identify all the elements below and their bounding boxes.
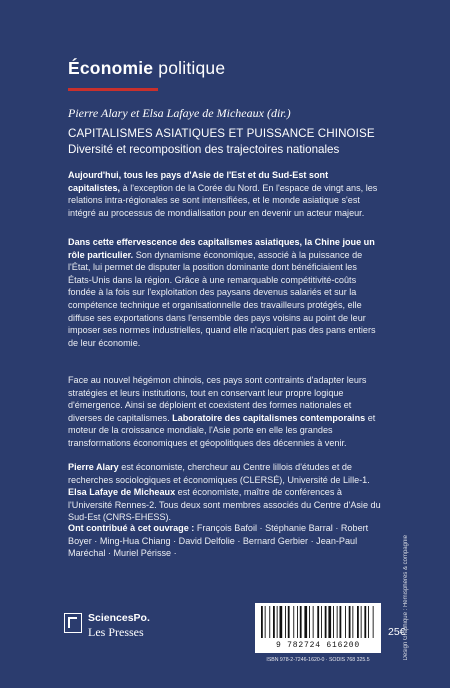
blurb-p1-text: à l'exception de la Corée du Nord. En l'espace de vingt ans, les relations intra-régionales se sont intensifiées, et le monde asiatique s'est intégré au processus de mondialisation pour en devenir un acteur majeur. <box>68 182 378 218</box>
series-accent-rule <box>68 88 158 91</box>
barcode-bar <box>364 606 366 638</box>
barcode-bar <box>325 606 327 638</box>
barcode-bar <box>269 606 270 638</box>
barcode-bar <box>352 606 353 638</box>
series-name-rest: politique <box>153 58 226 78</box>
barcode-bar <box>328 606 331 638</box>
barcode-bar <box>261 606 263 638</box>
barcode-bar <box>280 606 283 638</box>
bio-name-2: Elsa Lafaye de Micheaux <box>68 487 176 498</box>
barcode-bar <box>317 606 319 638</box>
bio-text-1: est économiste, chercheur au Centre lillois d'études et de recherches sociologiques et économiques (CLERSÉ), Université de Lille-1. <box>68 462 370 485</box>
blurb-paragraph-2 <box>68 236 382 349</box>
barcode-bar <box>288 606 290 638</box>
barcode-bar <box>357 606 359 638</box>
publisher-emblem-icon <box>64 613 82 633</box>
barcode-bar <box>349 606 351 638</box>
barcode-bar <box>285 606 286 638</box>
book-title: CAPITALISMES ASIATIQUES ET PUISSANCE CHINOISE <box>68 127 375 140</box>
publisher-press: Les Presses <box>88 625 144 639</box>
series-title <box>68 58 225 79</box>
barcode-bar <box>340 606 342 638</box>
barcode-bar <box>337 606 338 638</box>
author-bios <box>68 461 382 524</box>
barcode-bar <box>313 606 314 638</box>
contributors-names: François Bafoil · Stéphanie Barral · Robert Boyer · Ming-Hua Chiang · David Delfolie · Bernard Gerbier · Jean-Paul Maréchal · Muriel Périsse · <box>68 523 369 559</box>
price: 25€ <box>388 626 406 638</box>
contributors <box>68 522 382 560</box>
blurb-p2-text: Son dynamisme économique, associé à la puissance de l'État, lui permet de disputer la position dominante dont bénéficiaient les États-Unis dans la région. Grâce à une remarquable compétitivité-coûts fondée à la fois sur l'exploitation des paysans devenus salariés et sur la compétence technique et organisationnelle des travailleurs protégés, elle diffuse ses exportations dans l'ensemble des pays voisins au point de leur imposer ses normes industrielles, quand elle n'acquiert pas des pans entiers de leur économie. <box>68 249 376 348</box>
barcode-bar <box>273 606 275 638</box>
publisher-name: SciencesPo. <box>88 612 150 624</box>
publisher-logo <box>64 612 148 646</box>
barcode-bar <box>309 606 310 638</box>
barcode-digits: 9 782724 616200 <box>275 641 360 650</box>
barcode-bars-icon <box>259 606 377 640</box>
blurb-paragraph-1 <box>68 169 382 219</box>
blurb-p2-bold: Dans cette effervescence des capitalismes asiatiques, la Chine joue un rôle particulier. <box>68 237 375 260</box>
blurb-p3-bold: Laboratoire des capitalismes contemporains <box>172 412 366 423</box>
barcode-bar <box>373 606 374 638</box>
book-authors: Pierre Alary et Elsa Lafaye de Micheaux (dir.) <box>68 106 291 120</box>
blurb-p3-start: Face au nouvel hégémon chinois, ces pays sont contraints d'adapter leurs stratégies et leurs institutions, tout en conservant leur propre logique d'émergence. Ainsi se déploient et coexistent des formes nationales et diverses de capitalismes. <box>68 375 367 423</box>
barcode-bar <box>304 606 307 638</box>
blurb-p3-end: et moteur de la croissance mondiale, l'Asie porte en elle les grandes transformations économiques et géopolitiques des décennies à venir. <box>68 412 376 448</box>
contributors-label: Ont contribué à cet ouvrage : <box>68 523 195 533</box>
barcode <box>255 603 381 653</box>
bio-name-1: Pierre Alary <box>68 462 119 472</box>
barcode-bar <box>361 606 362 638</box>
blurb-p1-bold: Aujourd'hui, tous les pays d'Asie de l'Est et du Sud-Est sont capitalistes, <box>68 170 329 193</box>
barcode-bar <box>321 606 322 638</box>
isbn-line: ISBN 978-2-7246-1620-0 · SODIS 768 325.5 <box>266 657 370 663</box>
barcode-bar <box>345 606 346 638</box>
blurb-paragraph-3 <box>68 374 382 450</box>
barcode-bar <box>265 606 266 638</box>
book-subtitle: Diversité et recomposition des trajectoires nationales <box>68 143 340 156</box>
barcode-bar <box>297 606 298 638</box>
bio-text-2: est économiste, maître de conférences à l'Université Rennes-2. Tous deux sont membres associés du Centre d'Asie du Sud-Est (CNRS-EHESS). <box>68 487 381 523</box>
barcode-bar <box>293 606 294 638</box>
series-name-bold: Économie <box>68 58 154 78</box>
barcode-bar <box>368 606 369 638</box>
design-credit: Design Graphique : Hémisphères & compagnie <box>403 535 409 661</box>
barcode-bar <box>300 606 302 638</box>
barcode-bar <box>277 606 278 638</box>
barcode-bar <box>333 606 334 638</box>
